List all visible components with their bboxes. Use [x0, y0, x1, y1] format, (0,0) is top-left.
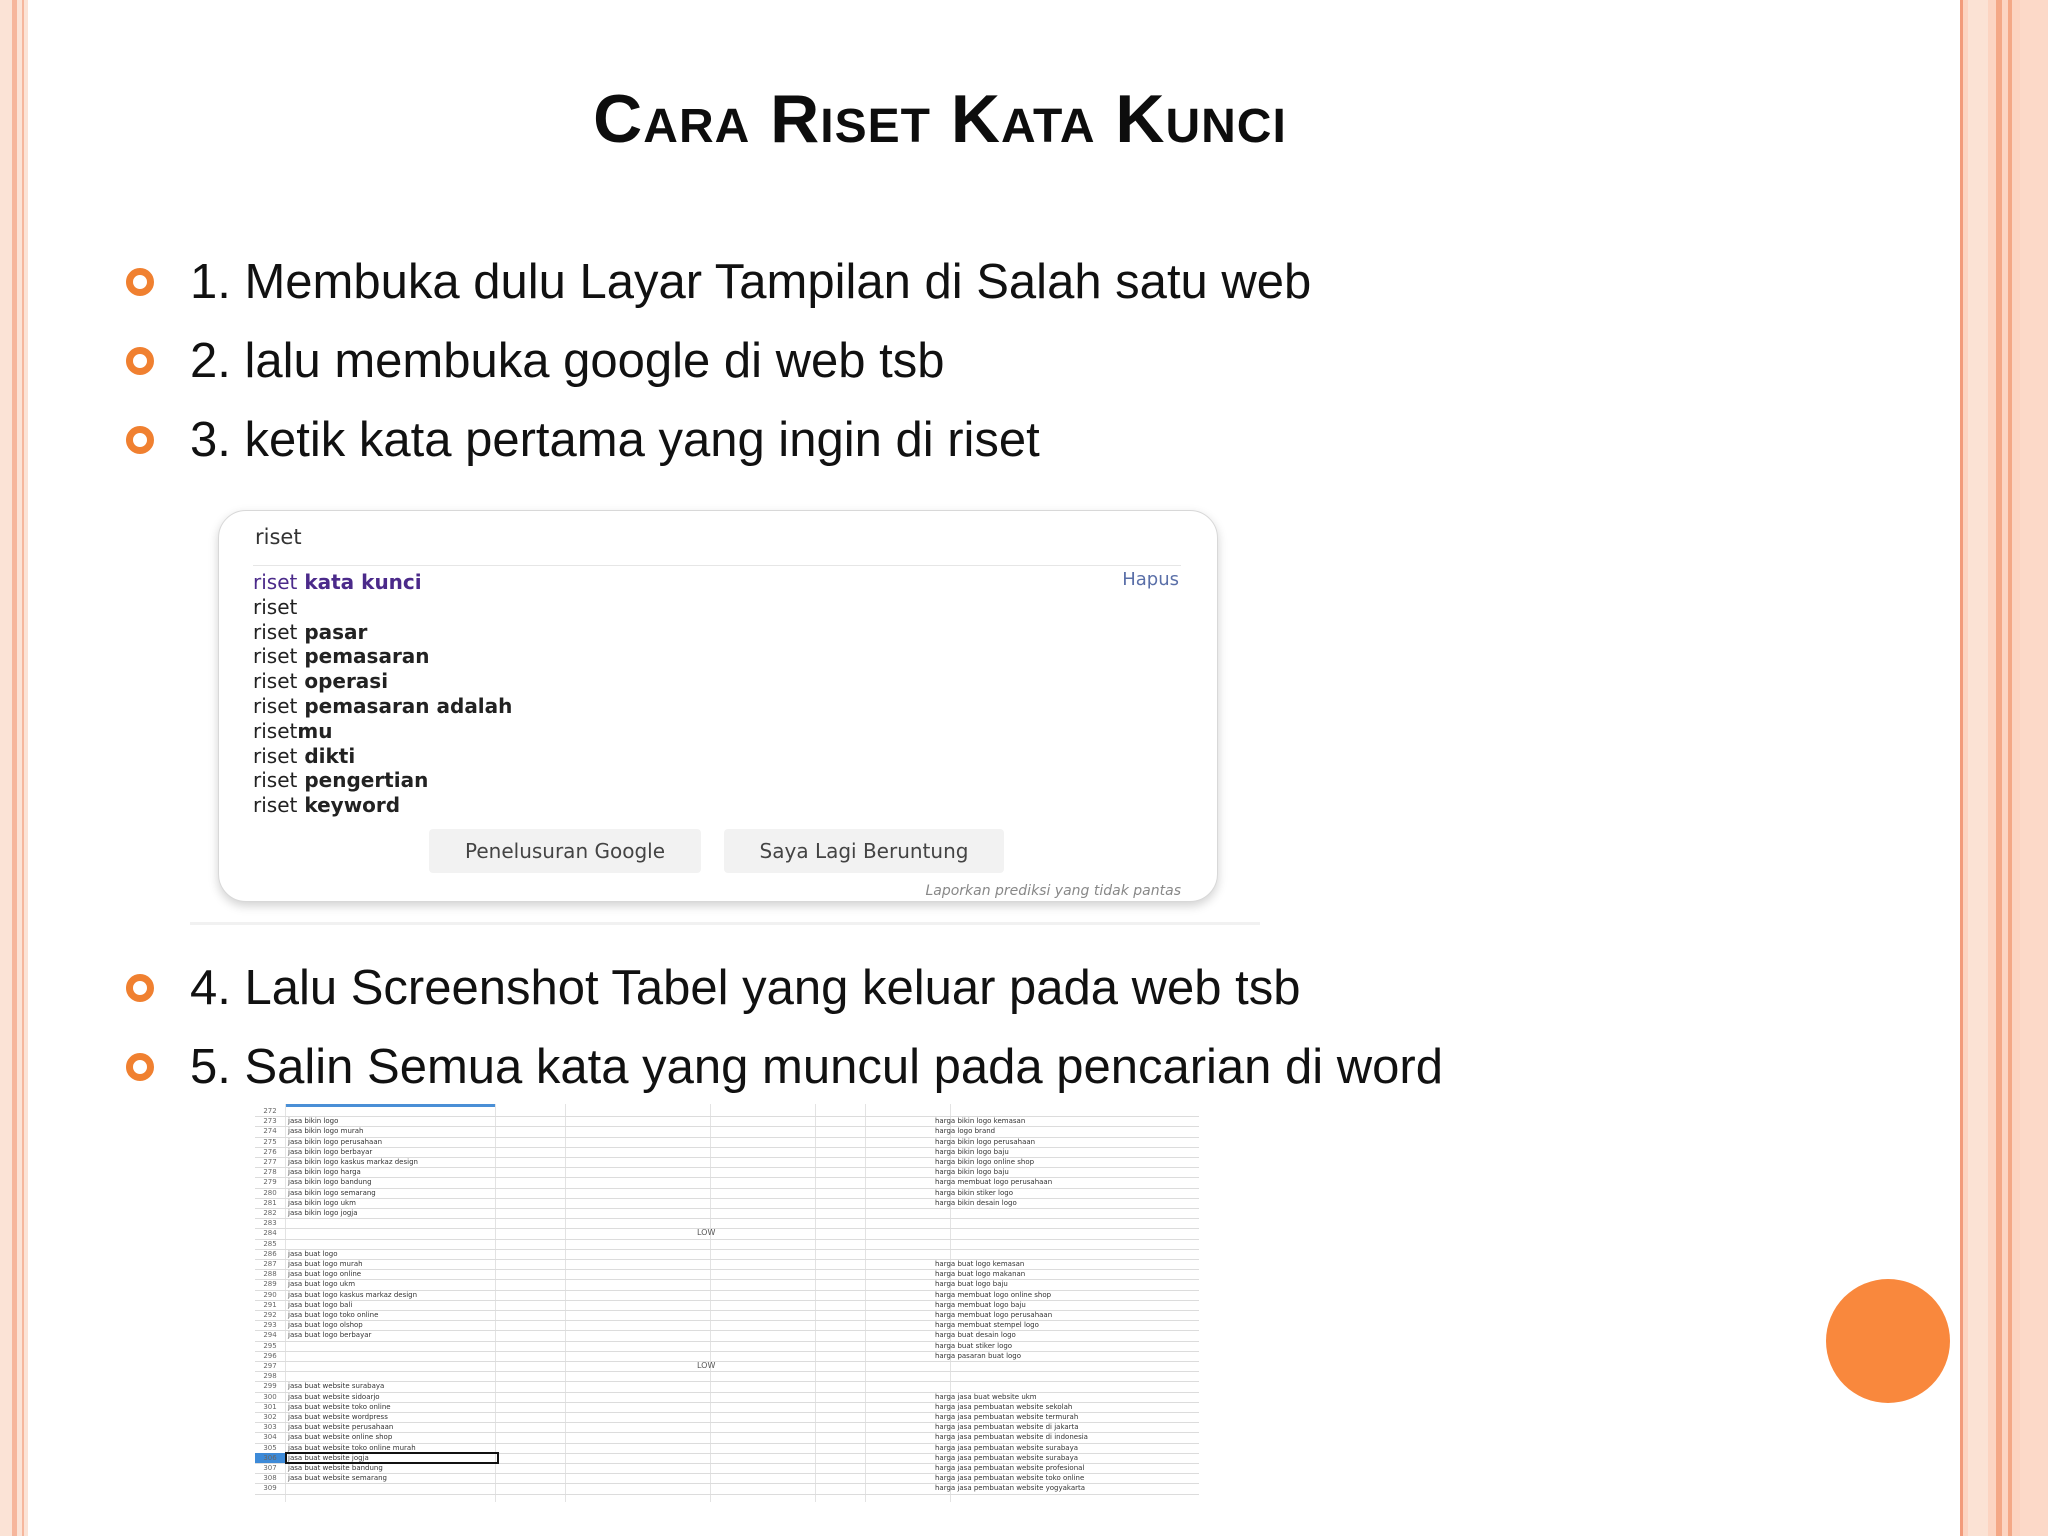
keyword-cell[interactable]: jasa buat website toko online	[288, 1402, 391, 1411]
sheet-row-line	[255, 1116, 1199, 1117]
related-keyword-cell[interactable]: harga buat logo kemasan	[935, 1260, 1025, 1268]
feeling-lucky-button[interactable]: Saya Lagi Beruntung	[724, 829, 1004, 873]
sheet-row-line	[255, 1188, 1199, 1189]
bullet-item	[126, 410, 1040, 470]
sheet-row-line	[255, 1249, 1199, 1250]
bullet-text: 5. Salin Semua kata yang muncul pada pencarian di word	[190, 1040, 1443, 1094]
row-number: 277	[263, 1158, 277, 1166]
related-keyword-cell[interactable]: harga buat logo makanan	[935, 1270, 1026, 1279]
suggestion-item[interactable]: riset pasar	[253, 619, 368, 644]
sheet-row-line	[255, 1351, 1199, 1352]
related-keyword-cell[interactable]: harga jasa pembuatan website sekolah	[935, 1402, 1073, 1411]
sheet-row-line	[255, 1494, 1199, 1495]
row-number: 301	[263, 1402, 277, 1411]
keyword-cell[interactable]: jasa buat website online shop	[288, 1433, 393, 1442]
related-keyword-cell[interactable]: harga bikin logo perusahaan	[935, 1137, 1036, 1146]
related-keyword-cell[interactable]: harga logo brand	[935, 1127, 996, 1136]
sheet-row-line	[255, 1239, 1199, 1240]
suggestion-list	[253, 570, 512, 818]
slide-title: Cara Riset Kata Kunci	[593, 81, 1287, 157]
row-number: 306	[263, 1453, 277, 1462]
bullet-text: 2. lalu membuka google di web tsb	[190, 334, 945, 388]
row-number: 296	[263, 1351, 277, 1360]
bullet-item	[126, 252, 1311, 312]
related-keyword-cell[interactable]: harga membuat logo perusahaan	[935, 1178, 1053, 1187]
sheet-row-line	[255, 1300, 1199, 1301]
bullet-circle-icon	[126, 974, 154, 1002]
row-number: 289	[263, 1280, 277, 1289]
keyword-cell[interactable]: jasa bikin logo murah	[288, 1127, 364, 1136]
row-number: 290	[263, 1290, 277, 1299]
related-keyword-cell[interactable]: harga jasa pembuatan website di jakarta	[935, 1423, 1079, 1432]
sheet-row-line	[255, 1198, 1199, 1199]
sheet-row-line	[255, 1279, 1199, 1280]
row-number: 284	[263, 1229, 277, 1238]
related-keyword-cell[interactable]: harga bikin logo baju	[935, 1168, 1009, 1177]
keyword-cell[interactable]: jasa buat logo	[288, 1249, 338, 1258]
row-number: 305	[263, 1443, 277, 1452]
row-number: 279	[263, 1178, 277, 1187]
row-number: 300	[263, 1392, 277, 1401]
suggestion-item[interactable]: riset kata kunci	[253, 570, 422, 594]
bullet-circle-icon	[126, 268, 154, 296]
row-number: 280	[263, 1188, 277, 1197]
keyword-cell[interactable]: jasa buat website surabaya	[288, 1382, 385, 1391]
related-keyword-cell[interactable]: harga jasa pembuatan website di indonesia	[935, 1433, 1088, 1442]
row-number: 272	[263, 1107, 277, 1115]
keyword-cell[interactable]: jasa bikin logo jogja	[288, 1209, 358, 1217]
spreadsheet-screenshot	[255, 1104, 1199, 1502]
row-number: 292	[263, 1311, 277, 1319]
bullet-circle-icon	[126, 347, 154, 375]
keyword-cell[interactable]: jasa buat logo bali	[288, 1300, 353, 1309]
row-number: 299	[263, 1382, 277, 1391]
sheet-row-line	[255, 1126, 1199, 1127]
row-number: 308	[263, 1474, 277, 1483]
row-number: 282	[263, 1209, 277, 1217]
sheet-row-line	[255, 1361, 1199, 1362]
sheet-row-line	[255, 1147, 1199, 1148]
keyword-cell[interactable]: jasa bikin logo bandung	[288, 1178, 372, 1187]
keyword-cell[interactable]: jasa buat website semarang	[288, 1474, 387, 1483]
row-number: 303	[263, 1423, 277, 1432]
row-number: 291	[263, 1300, 277, 1309]
keyword-cell[interactable]: jasa buat website wordpress	[288, 1413, 388, 1421]
keyword-cell[interactable]: jasa buat logo toko online	[288, 1311, 379, 1319]
related-keyword-cell[interactable]: harga jasa pembuatan website surabaya	[935, 1453, 1079, 1462]
bullet-text: 3. ketik kata pertama yang ingin di riset	[190, 413, 1040, 467]
sheet-row-line	[255, 1269, 1199, 1270]
competition-label: LOW	[697, 1228, 716, 1238]
remove-suggestion-link[interactable]: Hapus	[1122, 569, 1179, 590]
suggestion-item[interactable]: riset keyword	[253, 793, 401, 818]
google-search-button[interactable]: Penelusuran Google	[429, 829, 701, 873]
sheet-row-line	[255, 1392, 1199, 1393]
related-keyword-cell[interactable]: harga jasa pembuatan website toko online	[935, 1474, 1085, 1483]
bullet-item	[126, 331, 945, 391]
competition-label: LOW	[697, 1361, 716, 1370]
sheet-row-line	[255, 1137, 1199, 1138]
related-keyword-cell[interactable]: harga bikin desain logo	[935, 1198, 1017, 1207]
slide-right-border	[1960, 0, 2048, 1536]
keyword-cell[interactable]: jasa buat website jogja	[288, 1453, 369, 1462]
bullet-circle-icon	[126, 426, 154, 454]
sheet-row-line	[255, 1371, 1199, 1372]
keyword-cell[interactable]: jasa buat logo kaskus markaz design	[288, 1290, 418, 1299]
row-number: 276	[263, 1147, 277, 1156]
suggestion-item[interactable]: riset pemasaran adalah	[253, 693, 513, 718]
search-query[interactable]: riset	[255, 525, 302, 549]
slide-left-border	[0, 0, 28, 1536]
keyword-cell[interactable]: jasa buat logo ukm	[288, 1280, 356, 1289]
google-autocomplete-box	[218, 510, 1218, 902]
row-number: 285	[263, 1239, 277, 1248]
sheet-row-line	[255, 1381, 1199, 1382]
sheet-row-line	[255, 1208, 1199, 1209]
keyword-cell[interactable]: jasa buat logo online	[288, 1270, 362, 1279]
row-number: 294	[263, 1331, 277, 1340]
row-number: 302	[263, 1413, 277, 1421]
related-keyword-cell[interactable]: harga buat stiker logo	[935, 1341, 1013, 1350]
sheet-row-line	[255, 1310, 1199, 1311]
divider	[253, 565, 1181, 566]
sheet-row-line	[255, 1330, 1199, 1331]
keyword-cell[interactable]: jasa bikin logo semarang	[288, 1188, 376, 1197]
row-number: 281	[263, 1198, 277, 1207]
suggestion-item[interactable]: riset pengertian	[253, 768, 429, 793]
related-keyword-cell[interactable]: harga bikin stiker logo	[935, 1188, 1013, 1197]
report-predictions-link[interactable]: Laporkan prediksi yang tidak pantas	[925, 883, 1181, 899]
row-number: 307	[263, 1464, 277, 1472]
row-number: 309	[263, 1484, 277, 1493]
sheet-row-line	[255, 1341, 1199, 1342]
row-number: 288	[263, 1270, 277, 1279]
keyword-cell[interactable]: jasa buat logo berbayar	[288, 1331, 372, 1340]
row-number: 295	[263, 1341, 277, 1350]
keyword-cell[interactable]: jasa buat logo murah	[288, 1260, 363, 1268]
sheet-row-line	[255, 1320, 1199, 1321]
row-number: 287	[263, 1260, 277, 1268]
sheet-row-line	[255, 1218, 1199, 1219]
bullet-item	[126, 1037, 1443, 1097]
row-number: 304	[263, 1433, 277, 1442]
related-keyword-cell[interactable]: harga jasa pembuatan website profesional	[935, 1464, 1085, 1472]
related-keyword-cell[interactable]: harga bikin logo kemasan	[935, 1117, 1026, 1126]
related-keyword-cell[interactable]: harga bikin logo baju	[935, 1147, 1009, 1156]
related-keyword-cell[interactable]: harga membuat stempel logo	[935, 1321, 1039, 1330]
suggestion-item[interactable]: riset dikti	[253, 743, 356, 768]
row-number: 286	[263, 1249, 277, 1258]
related-keyword-cell[interactable]: harga buat desain logo	[935, 1331, 1016, 1340]
row-number: 283	[263, 1219, 277, 1228]
row-number: 278	[263, 1168, 277, 1177]
suggestion-item[interactable]: riset	[253, 594, 298, 619]
screenshot-shadow	[190, 922, 1260, 925]
keyword-cell[interactable]: jasa bikin logo kaskus markaz design	[288, 1158, 418, 1166]
sheet-row-line	[255, 1177, 1199, 1178]
related-keyword-cell[interactable]: harga pasaran buat logo	[935, 1351, 1022, 1360]
related-keyword-cell[interactable]: harga jasa pembuatan website yogyakarta	[935, 1484, 1086, 1493]
suggestion-item[interactable]: risetmu	[253, 718, 333, 743]
row-number: 273	[263, 1117, 277, 1126]
keyword-cell[interactable]: jasa buat website sidoarjo	[288, 1392, 380, 1401]
related-keyword-cell[interactable]: harga membuat logo perusahaan	[935, 1311, 1053, 1319]
related-keyword-cell[interactable]: harga bikin logo online shop	[935, 1158, 1035, 1166]
related-keyword-cell[interactable]: harga jasa pembuatan website termurah	[935, 1413, 1079, 1421]
keyword-cell[interactable]: jasa buat website perusahaan	[288, 1423, 394, 1432]
related-keyword-cell[interactable]: harga membuat logo baju	[935, 1300, 1026, 1309]
sheet-row-line	[255, 1259, 1199, 1260]
related-keyword-cell[interactable]: harga jasa buat website ukm	[935, 1392, 1037, 1401]
keyword-cell[interactable]: jasa buat website toko online murah	[288, 1443, 416, 1452]
related-keyword-cell[interactable]: harga membuat logo online shop	[935, 1290, 1052, 1299]
decorative-orange-circle	[1826, 1279, 1950, 1403]
keyword-cell[interactable]: jasa bikin logo berbayar	[288, 1147, 373, 1156]
keyword-cell[interactable]: jasa buat logo olshop	[288, 1321, 363, 1330]
bullet-circle-icon	[126, 1053, 154, 1081]
related-keyword-cell[interactable]: harga jasa pembuatan website surabaya	[935, 1443, 1079, 1452]
suggestion-item[interactable]: riset pemasaran	[253, 644, 430, 669]
bullet-text: 4. Lalu Screenshot Tabel yang keluar pada web tsb	[190, 961, 1301, 1015]
bullet-text: 1. Membuka dulu Layar Tampilan di Salah satu web	[190, 255, 1312, 309]
keyword-cell[interactable]: jasa bikin logo	[288, 1117, 339, 1126]
related-keyword-cell[interactable]: harga buat logo baju	[935, 1280, 1008, 1289]
column-selection-bar	[285, 1104, 495, 1107]
row-number: 297	[263, 1362, 277, 1370]
keyword-cell[interactable]: jasa buat website bandung	[288, 1464, 383, 1472]
row-number: 293	[263, 1321, 277, 1330]
keyword-cell[interactable]: jasa bikin logo perusahaan	[288, 1137, 383, 1146]
suggestion-item[interactable]: riset operasi	[253, 669, 389, 694]
bullet-item	[126, 958, 1301, 1018]
keyword-cell[interactable]: jasa bikin logo ukm	[288, 1198, 356, 1207]
sheet-row-line	[255, 1167, 1199, 1168]
row-number: 274	[263, 1127, 277, 1136]
keyword-cell[interactable]: jasa bikin logo harga	[288, 1168, 361, 1177]
row-number: 298	[263, 1372, 277, 1381]
sheet-row-line	[255, 1228, 1199, 1229]
row-number: 275	[263, 1137, 277, 1146]
